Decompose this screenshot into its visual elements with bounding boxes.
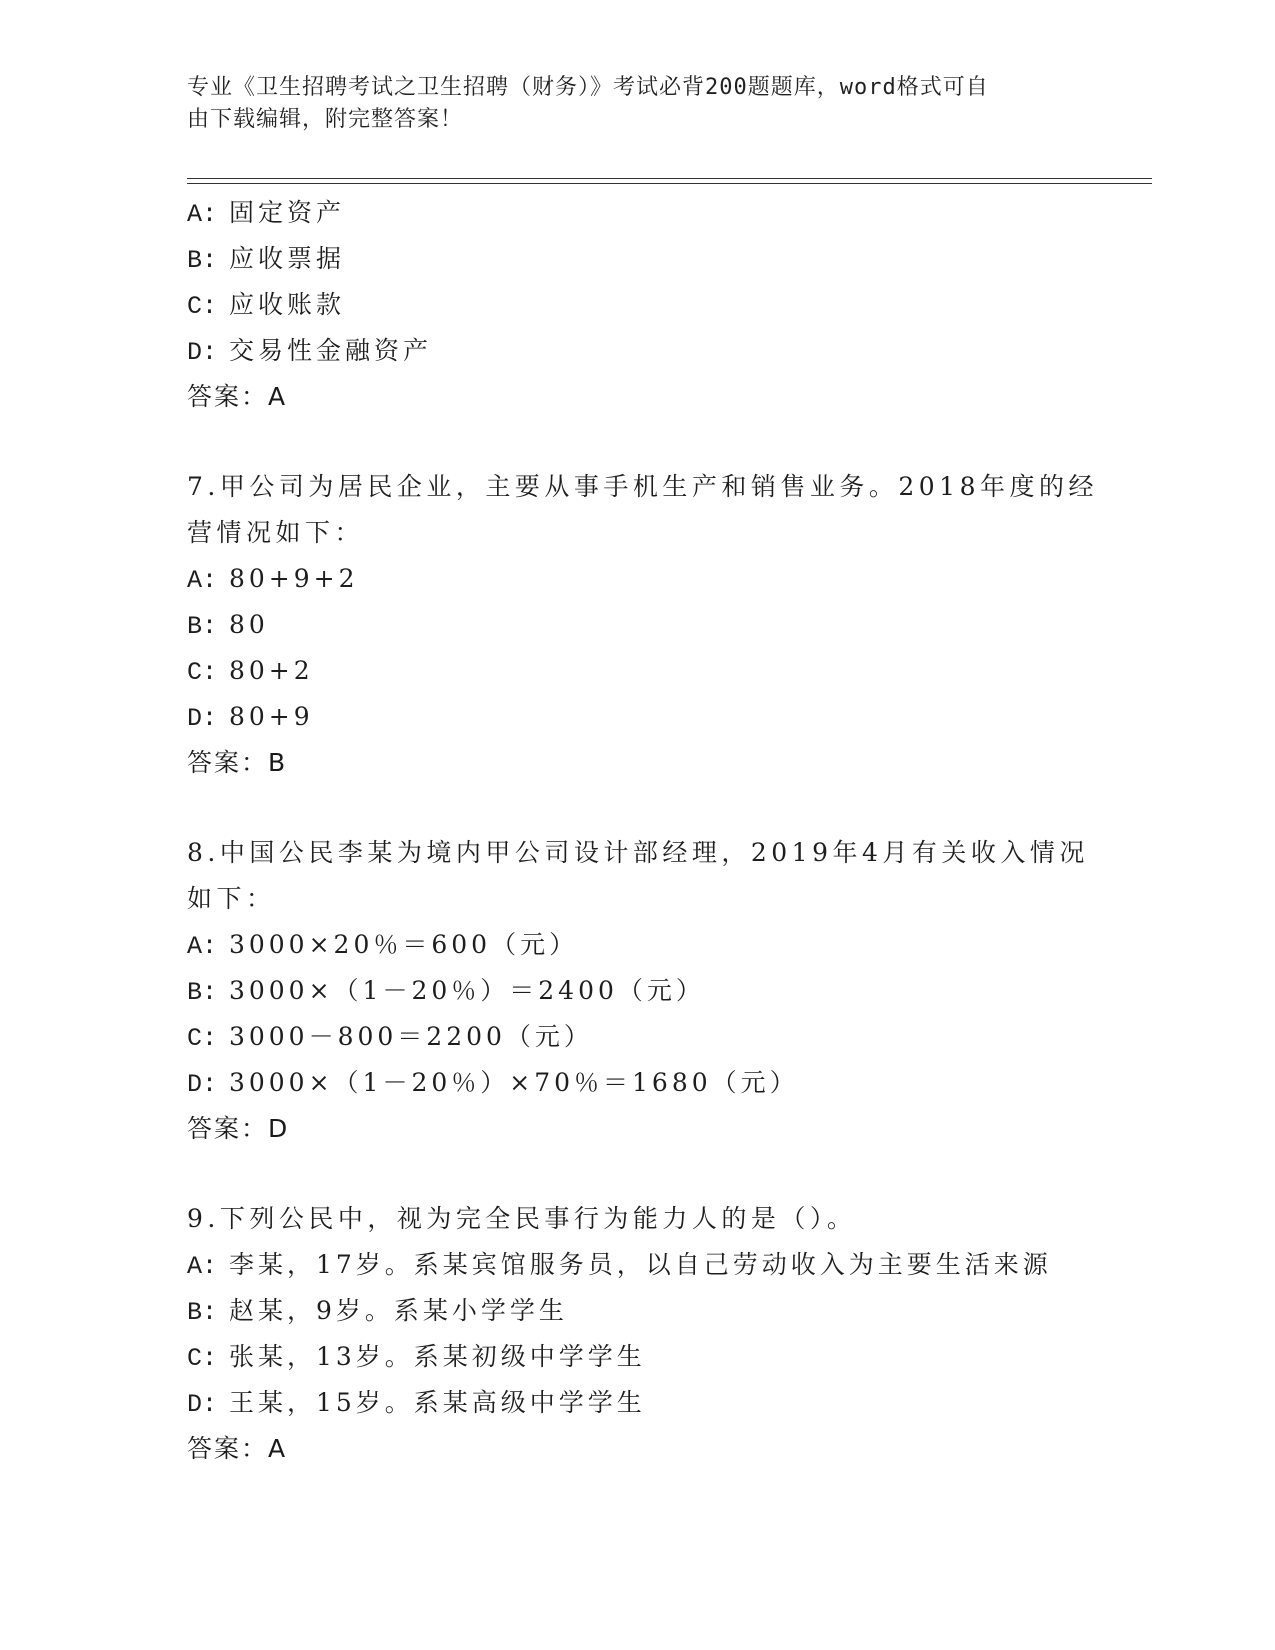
option-d	[187, 328, 1147, 374]
question-list	[187, 190, 1147, 1472]
option-c	[187, 282, 1147, 328]
option-a	[187, 1242, 1147, 1288]
option-letter: C:	[187, 658, 218, 687]
question-stem: 如下：	[187, 884, 276, 913]
header-divider-bottom	[187, 183, 1152, 184]
option-letter: C:	[187, 292, 218, 321]
question-block	[187, 464, 1147, 786]
option-text: 赵某，9岁。系某小学学生	[228, 1296, 568, 1325]
option-text: 固定资产	[228, 198, 345, 227]
option-c	[187, 1334, 1147, 1380]
answer-line: 答案：B	[187, 748, 288, 777]
option-letter: B:	[187, 978, 218, 1007]
option-c	[187, 648, 1147, 694]
spacer	[187, 1152, 1147, 1196]
option-a	[187, 556, 1147, 602]
option-text: 80+9	[228, 702, 314, 731]
option-b	[187, 1288, 1147, 1334]
option-a	[187, 922, 1147, 968]
answer-line: 答案：D	[187, 1114, 290, 1143]
option-b	[187, 236, 1147, 282]
option-text: 应收票据	[228, 244, 345, 273]
option-text: 张某，13岁。系某初级中学学生	[228, 1342, 646, 1371]
answer-line: 答案：A	[187, 1434, 288, 1463]
option-letter: A:	[187, 566, 218, 595]
spacer	[187, 420, 1147, 464]
question-block	[187, 830, 1147, 1152]
option-a	[187, 190, 1147, 236]
header-divider-top	[187, 178, 1152, 179]
option-letter: D:	[187, 338, 218, 367]
option-letter: C:	[187, 1024, 218, 1053]
option-text: 交易性金融资产	[228, 336, 432, 365]
option-text: 李某，17岁。系某宾馆服务员，以自己劳动收入为主要生活来源	[228, 1250, 1052, 1279]
option-letter: A:	[187, 932, 218, 961]
option-letter: A:	[187, 200, 218, 229]
option-b	[187, 602, 1147, 648]
spacer	[187, 786, 1147, 830]
option-letter: B:	[187, 1298, 218, 1327]
option-text: 应收账款	[228, 290, 345, 319]
option-letter: D:	[187, 1070, 218, 1099]
option-text: 王某，15岁。系某高级中学学生	[228, 1388, 646, 1417]
question-stem: 营情况如下：	[187, 518, 365, 547]
option-text: 3000×20％＝600（元）	[228, 930, 579, 959]
question-stem: 8.中国公民李某为境内甲公司设计部经理，2019年4月有关收入情况	[187, 838, 1089, 867]
document-header	[187, 72, 1067, 136]
option-letter: A:	[187, 1252, 218, 1281]
option-letter: D:	[187, 1390, 218, 1419]
option-letter: B:	[187, 612, 218, 641]
question-stem: 7.甲公司为居民企业，主要从事手机生产和销售业务。2018年度的经	[187, 472, 1098, 501]
option-d	[187, 1380, 1147, 1426]
option-letter: C:	[187, 1344, 218, 1373]
header-line-2: 由下载编辑，附完整答案！	[187, 107, 464, 132]
option-d	[187, 694, 1147, 740]
option-text: 80+2	[228, 656, 314, 685]
option-text: 3000×（1－20％）＝2400（元）	[228, 976, 705, 1005]
question-block	[187, 190, 1147, 420]
option-b	[187, 968, 1147, 1014]
question-block	[187, 1196, 1147, 1472]
header-line-1: 专业《卫生招聘考试之卫生招聘（财务）》考试必背200题题库，word格式可自	[187, 75, 989, 100]
option-text: 80+9+2	[228, 564, 359, 593]
option-text: 3000－800＝2200（元）	[228, 1022, 593, 1051]
answer-line: 答案：A	[187, 382, 288, 411]
option-d	[187, 1060, 1147, 1106]
option-letter: D:	[187, 704, 218, 733]
option-c	[187, 1014, 1147, 1060]
option-text: 3000×（1－20％）×70％＝1680（元）	[228, 1068, 799, 1097]
question-stem: 9.下列公民中，视为完全民事行为能力人的是（）。	[187, 1204, 857, 1233]
option-text: 80	[228, 610, 269, 639]
option-letter: B:	[187, 246, 218, 275]
